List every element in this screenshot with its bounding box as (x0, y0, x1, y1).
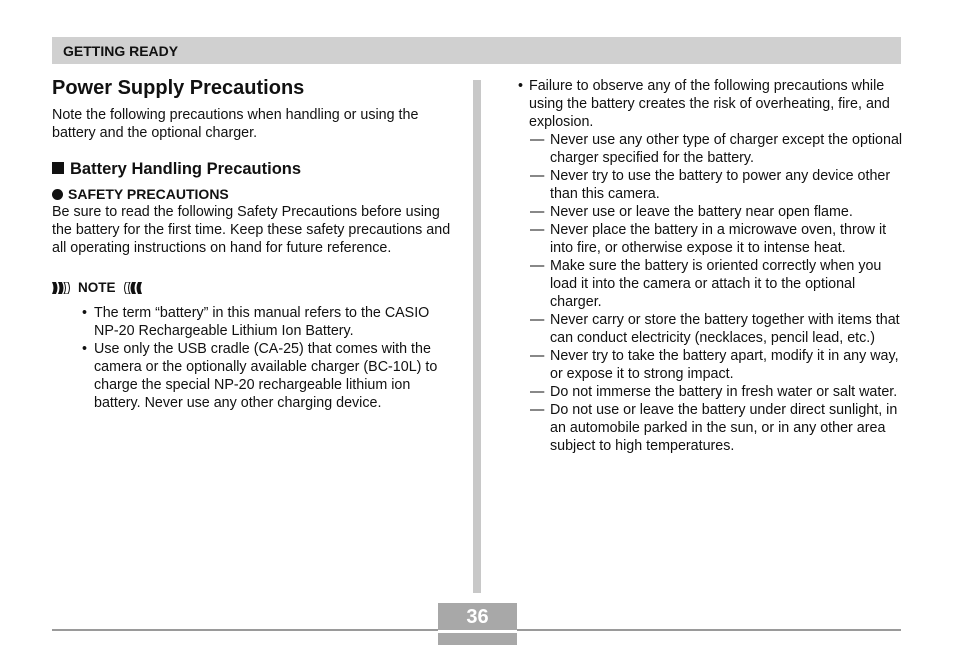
note-marker-right-icon (122, 282, 142, 294)
note-marker-left-icon (52, 282, 72, 294)
list-item: — Do not use or leave the battery under direct sunlight, in an automobile parked in the sun, or in any other area subject to high temperatures. (530, 401, 904, 455)
page-title: Power Supply Precautions (52, 77, 305, 99)
note-list (82, 304, 457, 412)
page-number-box (438, 603, 517, 645)
left-column (52, 76, 457, 412)
right-column (518, 77, 904, 455)
section-title: GETTING READY (63, 43, 179, 59)
list-item: — Never carry or store the battery together with items that can conduct electricity (necklaces, pencil lead, etc.) (530, 311, 904, 347)
precautions-intro: • Failure to observe any of the following precautions while using the battery creates the risk of overheating, fire, and explosion. (518, 77, 904, 131)
safety-heading (52, 186, 457, 203)
intro-text: Note the following precautions when handling or using the battery and the optional charger. (52, 107, 419, 141)
note-heading (52, 280, 457, 296)
list-item: — Never try to use the battery to power any device other than this camera. (530, 167, 904, 203)
subheading-text: Battery Handling Precautions (70, 160, 302, 178)
list-item: — Do not immerse the battery in fresh water or salt water. (530, 383, 904, 401)
circle-bullet-icon (52, 189, 63, 200)
note-label: NOTE (78, 280, 116, 295)
list-item: — Never place the battery in a microwave oven, throw it into fire, or otherwise expose it to intense heat. (530, 221, 904, 257)
note-item: • The term “battery” in this manual refers to the CASIO NP-20 Rechargeable Lithium Ion Battery. (82, 304, 457, 340)
safety-text: Be sure to read the following Safety Precautions before using the battery for the first time. Keep these safety precautions and all operating instructions on hand for future reference. (52, 204, 451, 256)
column-divider (473, 80, 481, 593)
precautions-list (530, 131, 904, 455)
page-number: 36 (466, 606, 489, 628)
square-bullet-icon (52, 162, 64, 174)
safety-heading-text: SAFETY PRECAUTIONS (68, 186, 229, 202)
list-item: — Make sure the battery is oriented correctly when you load it into the camera or attach it to the optional charger. (530, 257, 904, 311)
page-box-divider (438, 630, 517, 633)
note-item: • Use only the USB cradle (CA-25) that comes with the camera or the optionally available charger (BC-10L) to charge the special NP-20 rechargeable lithium ion battery. Never use any other charging device. (82, 340, 457, 412)
list-item: — Never use any other type of charger except the optional charger specified for the battery. (530, 131, 904, 167)
list-item: — Never use or leave the battery near open flame. (530, 203, 904, 221)
subheading (52, 159, 457, 179)
list-item: — Never try to take the battery apart, modify it in any way, or expose it to strong impact. (530, 347, 904, 383)
section-header-bar (52, 37, 901, 64)
